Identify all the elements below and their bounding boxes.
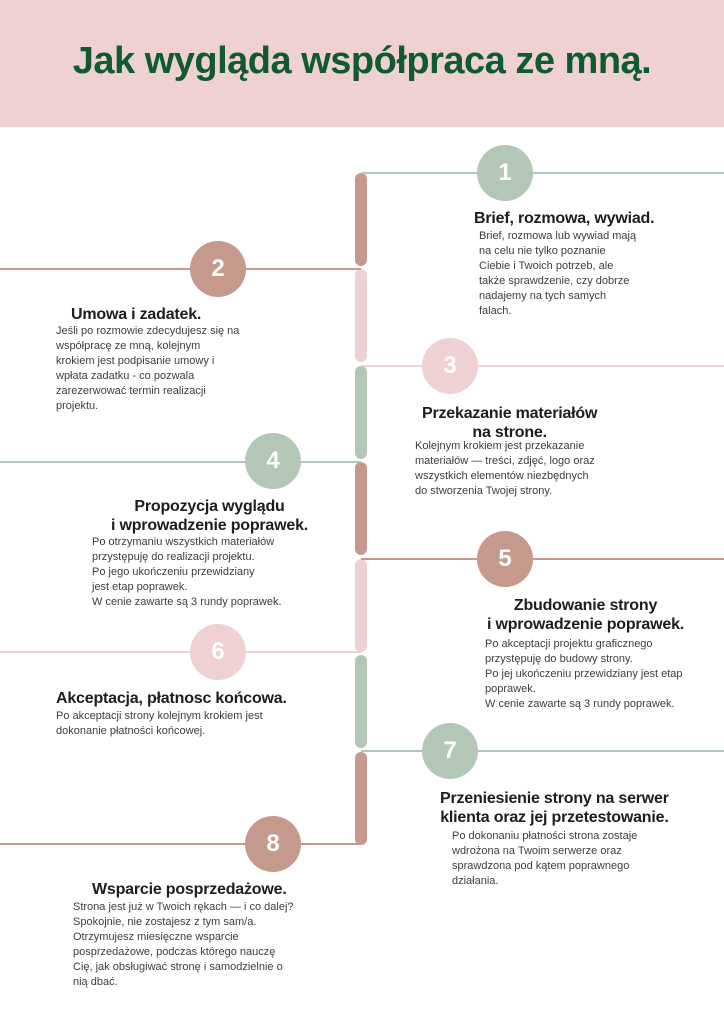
page-title: Jak wygląda współpraca ze mną. bbox=[72, 40, 652, 82]
header-banner bbox=[0, 0, 724, 127]
step-title-7: Przeniesienie strony na serwer klienta oraz jej przetestowanie. bbox=[440, 790, 669, 826]
step-number-3: 3 bbox=[422, 338, 478, 394]
connector-line-8 bbox=[0, 843, 361, 845]
connector-line-4 bbox=[0, 461, 361, 463]
step-number-1: 1 bbox=[477, 145, 533, 201]
step-number-2: 2 bbox=[190, 241, 246, 297]
step-title-1: Brief, rozmowa, wywiad. bbox=[474, 210, 655, 227]
connector-line-1 bbox=[361, 172, 724, 174]
step-title-6: Akceptacja, płatnosc końcowa. bbox=[56, 690, 287, 707]
timeline-segment-5 bbox=[355, 559, 367, 652]
connector-line-3 bbox=[361, 365, 724, 367]
connector-line-5 bbox=[361, 558, 724, 560]
step-description-6: Po akceptacji strony kolejnym krokiem jest dokonanie płatności końcowej. bbox=[56, 710, 263, 737]
step-description-8: Strona jest już w Twoich rękach — i co dalej? Spokojnie, nie zostajesz z tym sam/a. Otrzymujesz miesięczne wsparcie posprzedażowe, podczas którego nauczę Cię, jak obsługiwać stronę i samodzielnie o nią dbać. bbox=[73, 901, 294, 988]
step-title-3: Przekazanie materiałów na strone. bbox=[422, 405, 598, 441]
step-number-7: 7 bbox=[422, 723, 478, 779]
step-title-2: Umowa i zadatek. bbox=[71, 306, 202, 323]
step-description-7: Po dokonaniu płatności strona zostaje wdrożona na Twoim serwerze oraz sprawdzona pod kątem poprawnego działania. bbox=[452, 830, 638, 887]
connector-line-7 bbox=[361, 750, 724, 752]
step-title-8: Wsparcie posprzedażowe. bbox=[92, 881, 287, 898]
step-description-1: Brief, rozmowa lub wywiad mają na celu nie tylko poznanie Ciebie i Twoich potrzeb, ale także sprawdzenie, czy dobrze nadajemy na tych samych falach. bbox=[479, 230, 637, 317]
step-description-3: Kolejnym krokiem jest przekazanie materiałów — treści, zdjęć, logo oraz wszystkich elementów niezbędnych do stworzenia Twojej strony. bbox=[415, 440, 595, 497]
step-number-5: 5 bbox=[477, 531, 533, 587]
step-number-4: 4 bbox=[245, 433, 301, 489]
connector-line-2 bbox=[0, 268, 361, 270]
step-description-4: Po otrzymaniu wszystkich materiałów przystępuję do realizacji projektu. Po jego ukończeniu przewidziany jest etap poprawek. W cenie zawarte są 3 rundy poprawek. bbox=[92, 536, 282, 608]
step-title-4: Propozycja wyglądu i wprowadzenie poprawek. bbox=[111, 498, 309, 534]
timeline-segment-4 bbox=[355, 462, 367, 555]
step-number-8: 8 bbox=[245, 816, 301, 872]
step-description-2: Jeśli po rozmowie zdecydujesz się na współpracę ze mną, kolejnym krokiem jest podpisanie umowy i wpłata zadatku - co pozwala zarezerwować termin realizacji projektu. bbox=[56, 325, 240, 412]
timeline-segment-7 bbox=[355, 752, 367, 845]
step-title-5: Zbudowanie strony i wprowadzenie poprawek. bbox=[487, 597, 685, 633]
step-description-5: Po akceptacji projektu graficznego przystępuję do budowy strony. Po jej ukończeniu przewidziany jest etap poprawek. W cenie zawarte są 3 rundy poprawek. bbox=[485, 638, 683, 710]
step-number-6: 6 bbox=[190, 624, 246, 680]
timeline-segment-6 bbox=[355, 655, 367, 748]
connector-line-6 bbox=[0, 651, 361, 653]
timeline-segment-2 bbox=[355, 269, 367, 362]
timeline-segment-3 bbox=[355, 366, 367, 459]
timeline-segment-1 bbox=[355, 173, 367, 266]
